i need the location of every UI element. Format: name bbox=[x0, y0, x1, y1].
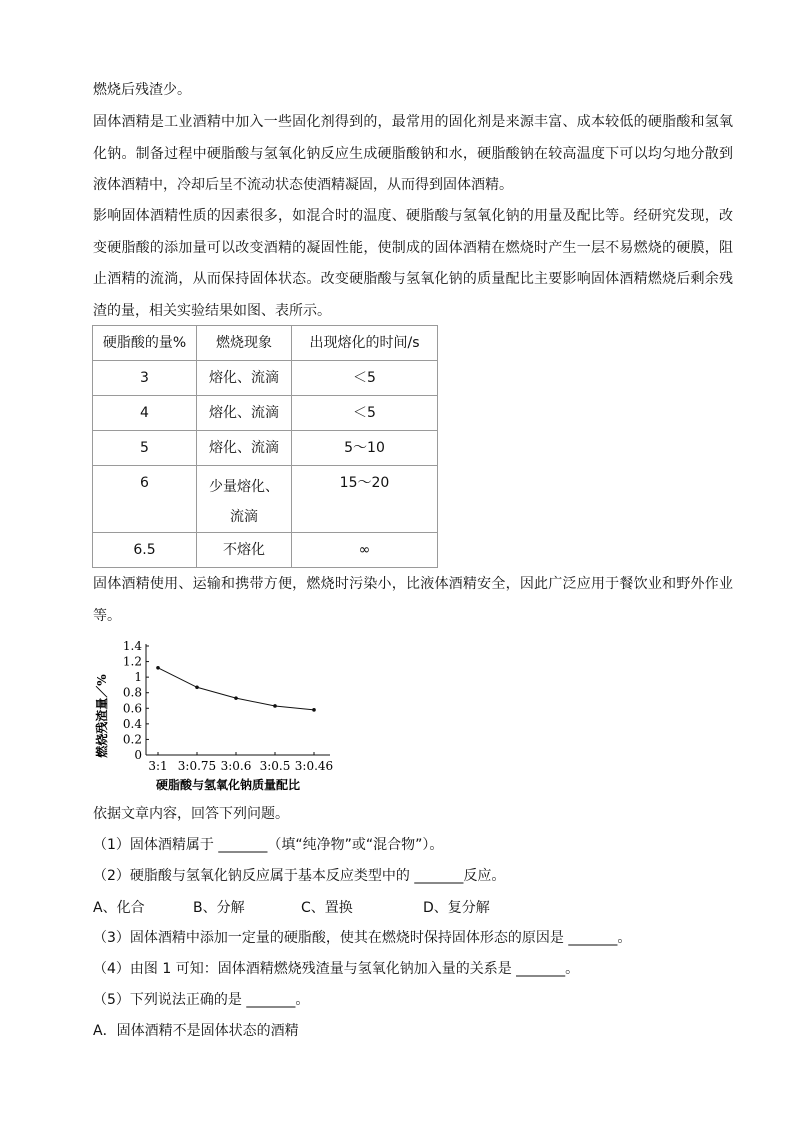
residue-line-chart bbox=[92, 636, 352, 798]
paragraph-3: 固体酒精使用、运输和携带方便，燃烧时污染小，比液体酒精安全，因此广泛应用于餐饮业和野外作业等。 bbox=[93, 576, 733, 624]
y-tick-label: 0.6 bbox=[122, 701, 142, 716]
table-cell: 少量熔化、流滴 bbox=[197, 466, 292, 533]
option-c: C、置换 bbox=[301, 900, 353, 916]
y-tick-label: 0.8 bbox=[122, 685, 142, 700]
paragraph-2: 影响固体酒精性质的因素很多，如混合时的温度、硬脂酸与氢氧化钠的用量及配比等。经研究发现，改变硬脂酸的添加量可以改变酒精的凝固性能，使制成的固体酒精在燃烧时产生一层不易燃烧的硬膜，阻止酒精的流淌，从而保持固体状态。改变硬脂酸与氢氧化钠的质量配比主要影响固体酒精燃烧后剩余残渣的量，相关实验结果如图、表所示。 bbox=[93, 208, 733, 319]
table-header-row bbox=[93, 326, 438, 361]
table-header-cell: 出现熔化的时间/s bbox=[292, 326, 438, 361]
question-1: （1）固体酒精属于 _______（填“纯净物”或“混合物”）。 bbox=[93, 837, 444, 853]
table-cell: 15～20 bbox=[292, 466, 438, 533]
table-cell: ＜5 bbox=[292, 396, 438, 431]
question-5: （5）下列说法正确的是 _______。 bbox=[93, 992, 310, 1008]
y-tick-label: 0.4 bbox=[122, 716, 142, 731]
chart-data-point bbox=[273, 704, 277, 708]
chart-series-line bbox=[158, 668, 314, 710]
table-cell: 4 bbox=[93, 396, 197, 431]
chart-axes bbox=[146, 644, 330, 755]
chart-points bbox=[156, 666, 316, 712]
table-cell: 5 bbox=[93, 431, 197, 466]
question-2: （2）硬脂酸与氢氧化钠反应属于基本反应类型中的 _______反应。 bbox=[93, 868, 506, 884]
question-3: （3）固体酒精中添加一定量的硬脂酸，使其在燃烧时保持固体形态的原因是 _______。 bbox=[93, 930, 632, 946]
option-d: D、复分解 bbox=[423, 900, 490, 916]
x-tick-label: 3:0.75 bbox=[177, 759, 217, 773]
table-cell: ＜5 bbox=[292, 361, 438, 396]
question-5-option-a: A．固体酒精不是固体状态的酒精 bbox=[93, 1023, 299, 1039]
y-tick-label: 1.2 bbox=[122, 654, 142, 669]
intro-line: 燃烧后残渣少。 bbox=[93, 82, 191, 98]
x-tick-label: 3:0.46 bbox=[294, 759, 334, 773]
chart-data-point bbox=[195, 685, 199, 689]
table-row bbox=[93, 396, 438, 431]
questions-intro: 依据文章内容，回答下列问题。 bbox=[93, 806, 289, 822]
chart-y-ticks bbox=[123, 639, 149, 762]
table-cell: 5～10 bbox=[292, 431, 438, 466]
y-tick-label: 0.2 bbox=[122, 732, 142, 747]
x-tick-label: 3:1 bbox=[148, 759, 168, 773]
table-cell: ∞ bbox=[292, 533, 438, 568]
paragraph-1: 固体酒精是工业酒精中加入一些固化剂得到的，最常用的固化剂是来源丰富、成本较低的硬脂酸和氢氧化钠。制备过程中硬脂酸与氢氧化钠反应生成硬脂酸钠和水，硬脂酸钠在较高温度下可以均匀地分散到液体酒精中，冷却后呈不流动状态使酒精凝固，从而得到固体酒精。 bbox=[93, 114, 733, 193]
chart-data-point bbox=[234, 696, 238, 700]
option-b: B、分解 bbox=[193, 900, 245, 916]
table-cell: 熔化、流滴 bbox=[197, 431, 292, 466]
y-tick-label: 0 bbox=[134, 748, 142, 762]
y-tick-label: 1.4 bbox=[122, 639, 142, 653]
chart-y-label: 燃烧残渣量／% bbox=[95, 674, 109, 758]
stearic-acid-table bbox=[92, 325, 438, 568]
chart-x-label: 硬脂酸与氢氧化钠质量配比 bbox=[155, 778, 301, 792]
chart-data-point bbox=[312, 708, 316, 712]
chart-data-point bbox=[156, 666, 160, 670]
table-cell: 6 bbox=[93, 466, 197, 533]
x-tick-label: 3:0.6 bbox=[220, 759, 252, 773]
table-row bbox=[93, 466, 438, 533]
x-tick-label: 3:0.5 bbox=[259, 759, 291, 773]
table-row bbox=[93, 361, 438, 396]
table-cell: 6.5 bbox=[93, 533, 197, 568]
table-row bbox=[93, 431, 438, 466]
table-cell: 3 bbox=[93, 361, 197, 396]
table-header-cell: 燃烧现象 bbox=[197, 326, 292, 361]
table-header-cell: 硬脂酸的量% bbox=[93, 326, 197, 361]
question-4: （4）由图 1 可知：固体酒精燃烧残渣量与氢氧化钠加入量的关系是 _______。 bbox=[93, 961, 580, 977]
option-a: A、化合 bbox=[93, 900, 145, 916]
table-cell: 熔化、流滴 bbox=[197, 396, 292, 431]
y-tick-label: 1 bbox=[134, 670, 142, 685]
table-cell: 不熔化 bbox=[197, 533, 292, 568]
table-cell: 熔化、流滴 bbox=[197, 361, 292, 396]
table-row bbox=[93, 533, 438, 568]
